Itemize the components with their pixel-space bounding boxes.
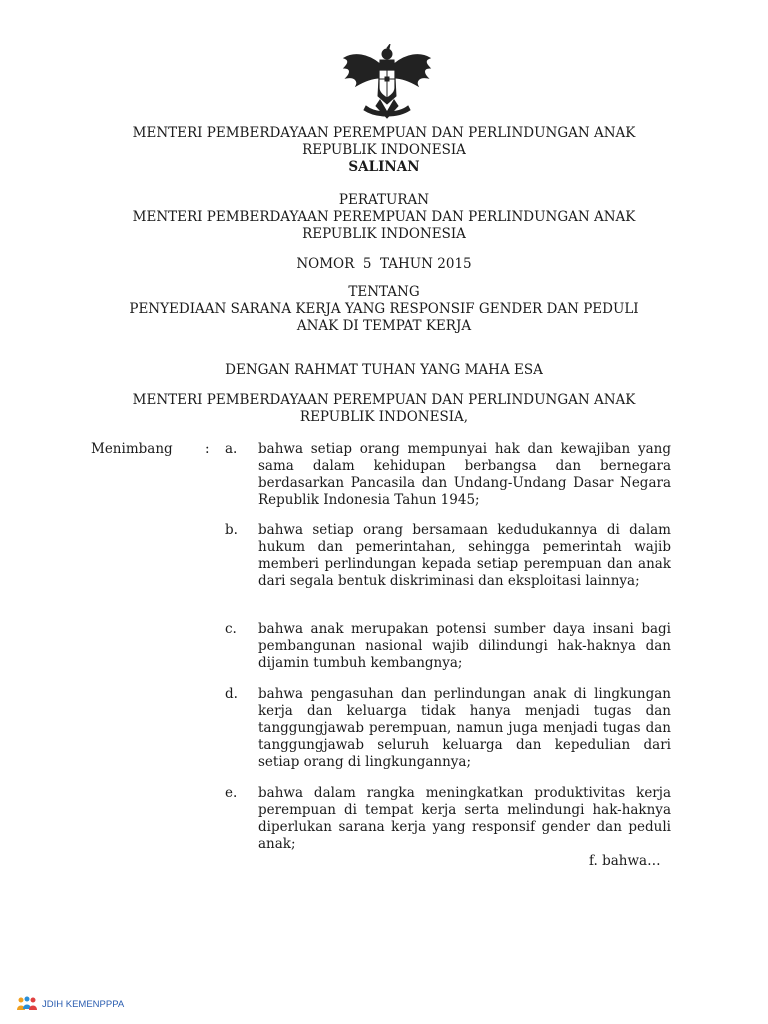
item-letter-a: a. (225, 441, 238, 457)
item-letter-e: e. (225, 785, 238, 801)
regulation-number: NOMOR 5 TAHUN 2015 (296, 256, 472, 272)
about-label: TENTANG (348, 284, 420, 300)
regulation-title-block (0, 192, 768, 243)
regulation-subject-block (0, 284, 768, 335)
item-text-d: bahwa pengasuhan dan perlindungan anak di lingkungan kerja dan keluarga tidak hanya menjadi tugas dan tanggungjawab perempuan, namun juga menjadi tugas dan tanggungjawab seluruh keluarga dan kepedulian dari setiap orang di lingkungannya; (258, 686, 671, 770)
item-letter-c: c. (225, 621, 237, 637)
subject-line1: PENYEDIAAN SARANA KERJA YANG RESPONSIF GENDER DAN PEDULI (129, 301, 639, 317)
regulation-issuer-line2: REPUBLIK INDONESIA (302, 226, 466, 242)
signatory-block (0, 392, 768, 426)
invocation-block (0, 362, 768, 379)
considering-colon: : (205, 441, 210, 457)
item-letter-d: d. (225, 686, 238, 702)
signatory-line2: REPUBLIK INDONESIA, (299, 409, 469, 425)
item-letter-b: b. (225, 522, 238, 538)
garuda-emblem (340, 44, 434, 120)
watermark (16, 996, 124, 1012)
considering-label: Menimbang (91, 441, 173, 457)
regulation-issuer-line1: MENTERI PEMBERDAYAAN PEREMPUAN DAN PERLINDUNGAN ANAK (132, 209, 636, 225)
header-minister-line2: REPUBLIK INDONESIA (302, 142, 466, 158)
signatory-line1: MENTERI PEMBERDAYAAN PEREMPUAN DAN PERLINDUNGAN ANAK (132, 392, 636, 408)
header-block (0, 125, 768, 176)
watermark-label: JDIH KEMENPPPA (42, 998, 125, 1010)
invocation: DENGAN RAHMAT TUHAN YANG MAHA ESA (225, 362, 543, 378)
regulation-number-block (0, 256, 768, 273)
copy-label: SALINAN (348, 159, 420, 175)
item-text-e: bahwa dalam rangka meningkatkan produktivitas kerja perempuan di tempat kerja serta melindungi hak-haknya diperlukan sarana kerja yang responsif gender dan peduli anak; (258, 785, 671, 852)
header-minister-line1: MENTERI PEMBERDAYAAN PEREMPUAN DAN PERLINDUNGAN ANAK (132, 125, 636, 141)
item-text-a: bahwa setiap orang mempunyai hak dan kewajiban yang sama dalam kehidupan berbangsa dan bernegara berdasarkan Pancasila dan Undang-Undang Dasar Negara Republik Indonesia Tahun 1945; (258, 441, 671, 508)
continuation-text: f. bahwa… (589, 853, 661, 869)
people-icon (16, 996, 38, 1012)
subject-line2: ANAK DI TEMPAT KERJA (296, 318, 472, 334)
regulation-type: PERATURAN (338, 192, 430, 208)
item-text-b: bahwa setiap orang bersamaan kedudukannya di dalam hukum dan pemerintahan, sehingga pemerintah wajib memberi perlindungan kepada setiap perempuan dan anak dari segala bentuk diskriminasi dan eksploitasi lainnya; (258, 522, 671, 589)
item-text-c: bahwa anak merupakan potensi sumber daya insani bagi pembangunan nasional wajib dilindungi hak-haknya dan dijamin tumbuh kembangnya; (258, 621, 671, 671)
